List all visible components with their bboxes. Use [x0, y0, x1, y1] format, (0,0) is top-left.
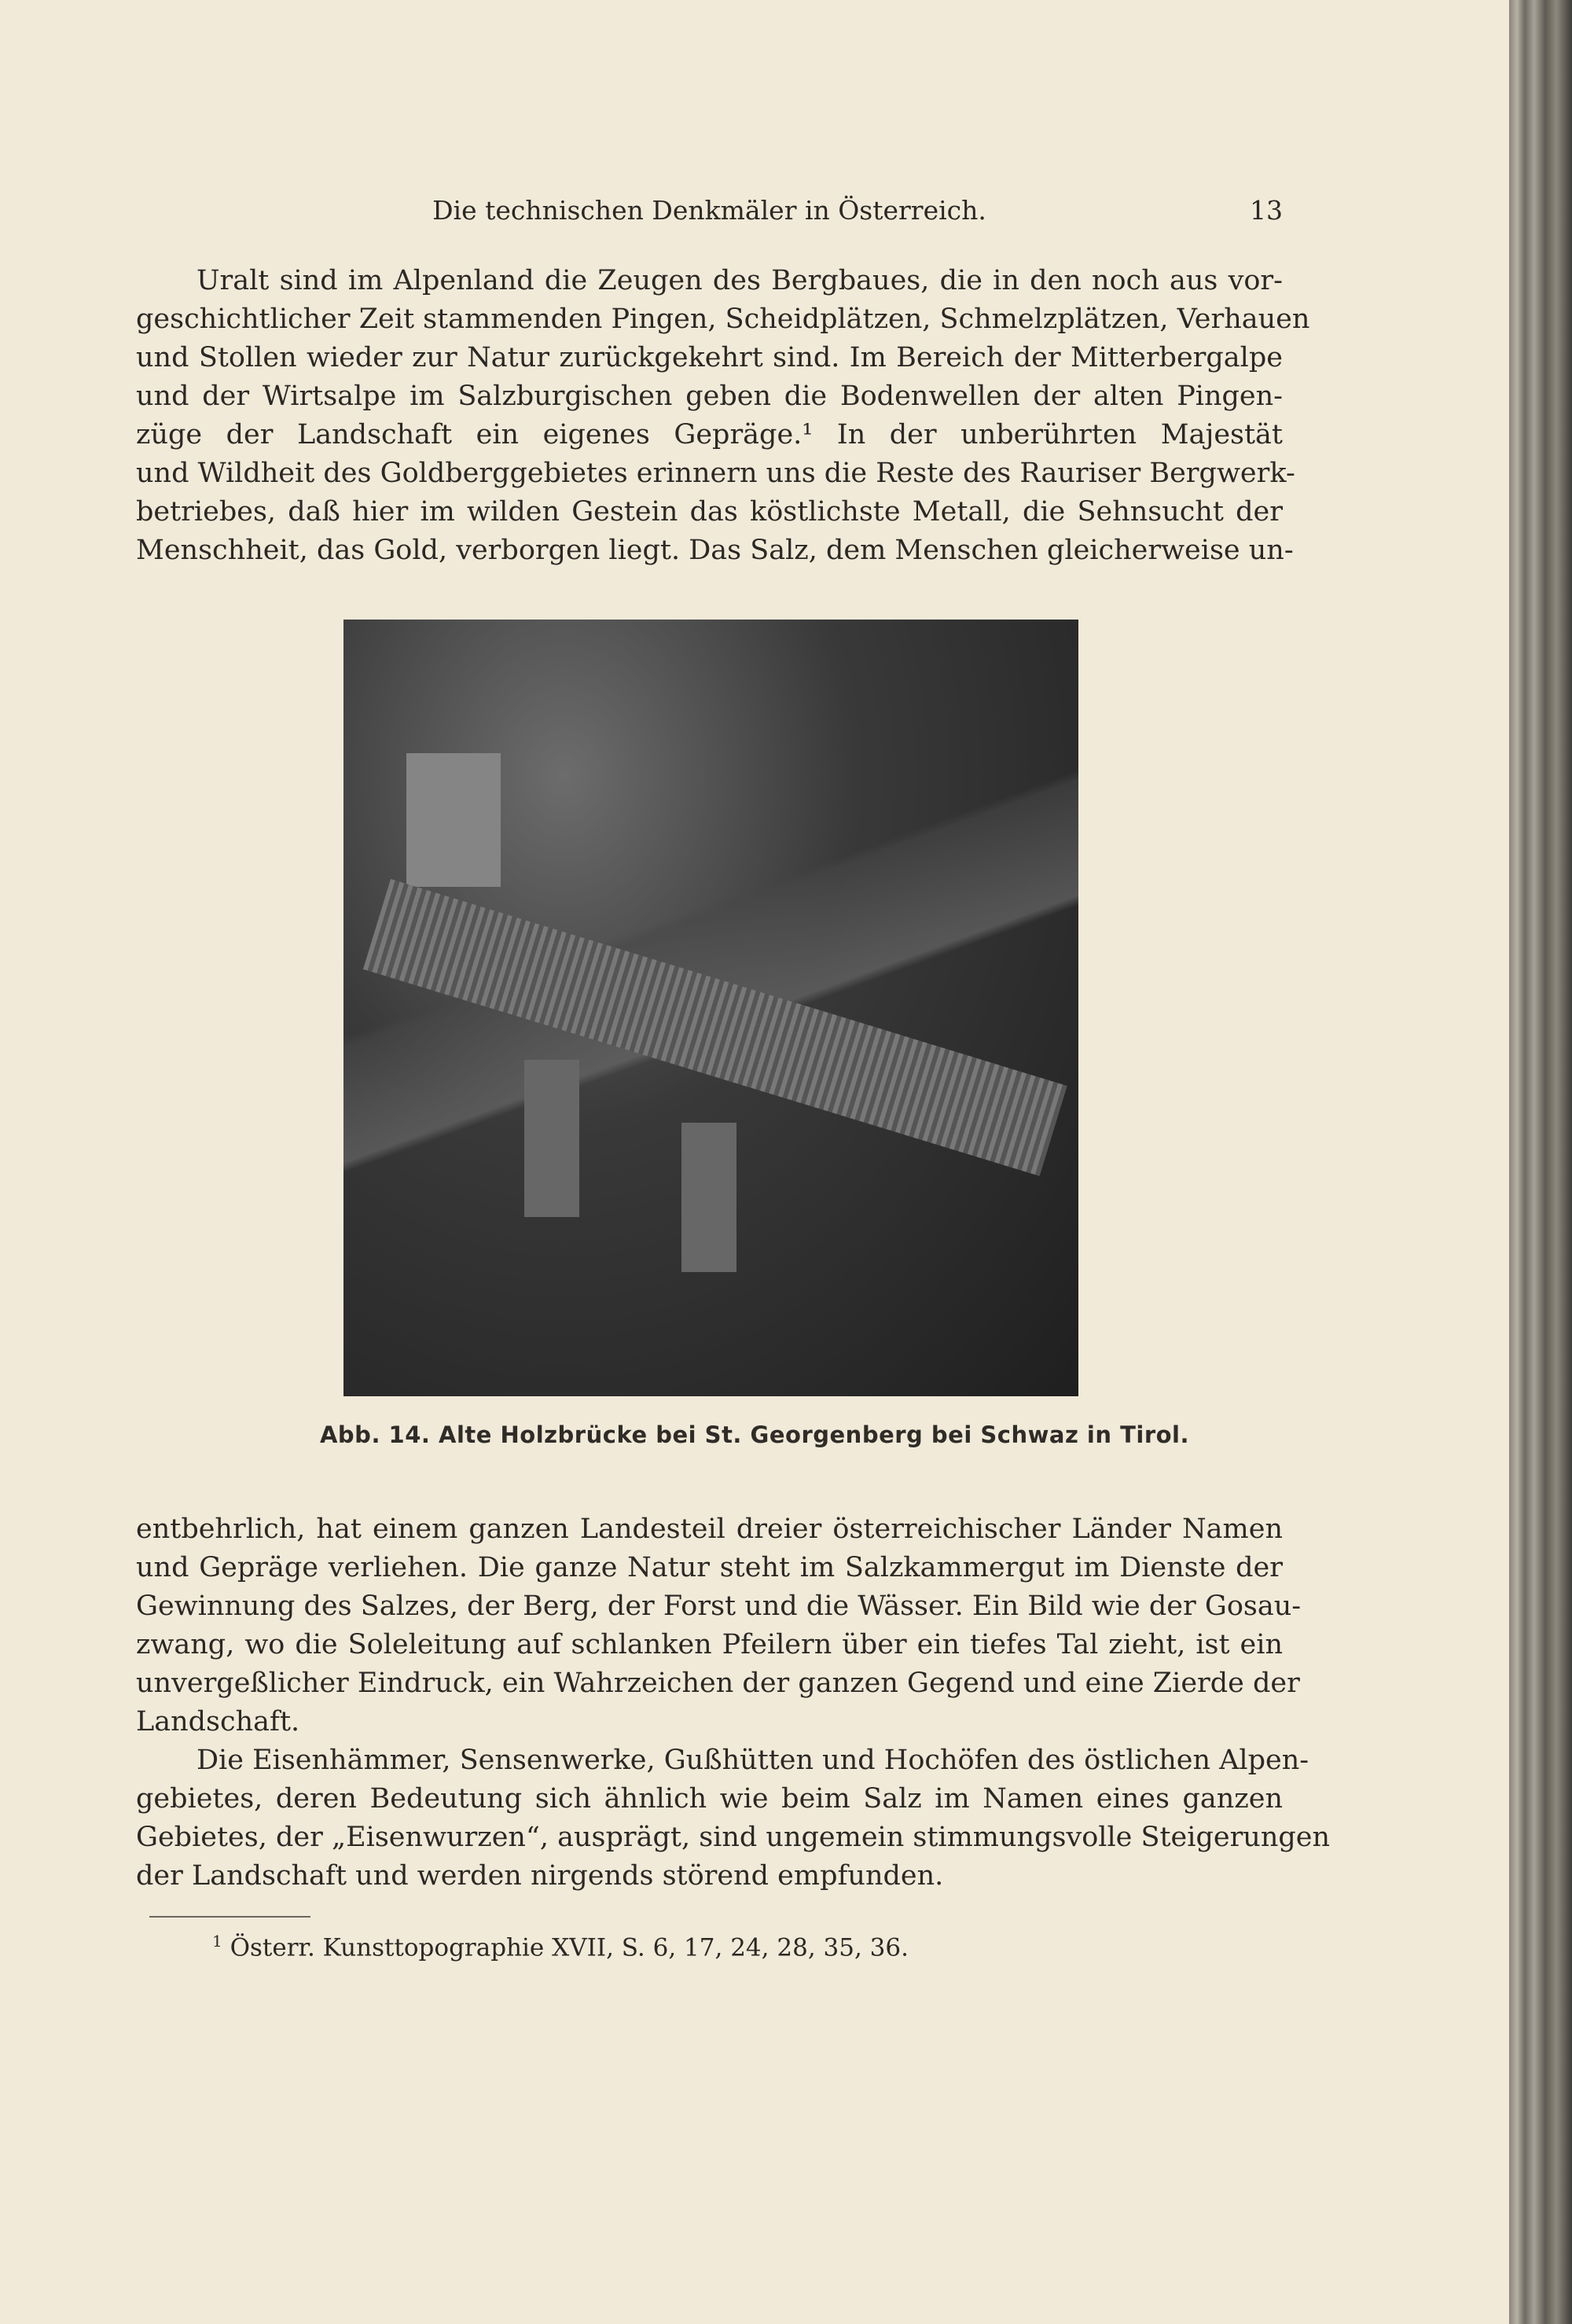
- footnote-divider: [149, 1916, 310, 1918]
- running-header: [136, 195, 1283, 230]
- text-line: zwang, wo die Soleleitung auf schlanken Pfeilern über ein tiefes Tal zieht, ist ein: [136, 1629, 1283, 1660]
- text-line: Gewinnung des Salzes, der Berg, der Forst und die Wässer. Ein Bild wie der Gosau-: [136, 1590, 1302, 1622]
- text-line: gebietes, deren Bedeutung sich ähnlich wie beim Salz im Namen eines ganzen: [136, 1783, 1283, 1815]
- text-line: und Gepräge verliehen. Die ganze Natur steht im Salzkammergut im Dienste der: [136, 1552, 1283, 1583]
- header-title: Die technischen Denkmäler in Österreich.: [432, 195, 986, 226]
- text-line: und Stollen wieder zur Natur zurückgekehrt sind. Im Bereich der Mitterbergalpe: [136, 342, 1283, 373]
- photo-pier: [524, 1060, 579, 1217]
- book-page-edge: [1509, 0, 1572, 2324]
- text-line: der Landschaft und werden nirgends störend empfunden.: [136, 1860, 944, 1892]
- text-line: geschichtlicher Zeit stammenden Pingen, Scheidplätzen, Schmelzplätzen, Verhauen: [136, 303, 1310, 335]
- text-line: betriebes, daß hier im wilden Gestein das köstlichste Metall, die Sehnsucht der: [136, 496, 1283, 528]
- text-line: züge der Landschaft ein eigenes Gepräge.¹ In der unberührten Majestät: [136, 419, 1283, 450]
- footnote: [212, 1932, 909, 1962]
- text-line: Die Eisenhämmer, Sensenwerke, Gußhütten und Hochöfen des östlichen Alpen-: [196, 1745, 1309, 1776]
- page-number: 13: [1250, 195, 1283, 226]
- figure-photo-wooden-bridge: [343, 620, 1078, 1396]
- text-line: unvergeßlicher Eindruck, ein Wahrzeichen der ganzen Gegend und eine Zierde der: [136, 1668, 1300, 1699]
- text-line: Menschheit, das Gold, verborgen liegt. Das Salz, dem Menschen gleicherweise un-: [136, 535, 1294, 566]
- text-line: und der Wirtsalpe im Salzburgischen geben die Bodenwellen der alten Pingen-: [136, 381, 1283, 412]
- text-line: und Wildheit des Goldberggebietes erinnern uns die Reste des Rauriser Bergwerk-: [136, 458, 1295, 489]
- footnote-marker: 1: [212, 1932, 222, 1951]
- photo-tower: [406, 753, 501, 887]
- figure-caption: Abb. 14. Alte Holzbrücke bei St. Georgenberg bei Schwaz in Tirol.: [319, 1421, 1190, 1448]
- text-line: Gebietes, der „Eisenwurzen“, ausprägt, sind ungemein stimmungsvolle Steigerungen: [136, 1822, 1331, 1853]
- text-line: Landschaft.: [136, 1706, 300, 1737]
- photo-pier: [681, 1123, 736, 1272]
- text-line: Uralt sind im Alpenland die Zeugen des Bergbaues, die in den noch aus vor-: [196, 265, 1283, 296]
- text-line: entbehrlich, hat einem ganzen Landesteil dreier österreichischer Länder Namen: [136, 1513, 1283, 1545]
- footnote-text: Österr. Kunsttopographie XVII, S. 6, 17, 24, 28, 35, 36.: [230, 1933, 909, 1962]
